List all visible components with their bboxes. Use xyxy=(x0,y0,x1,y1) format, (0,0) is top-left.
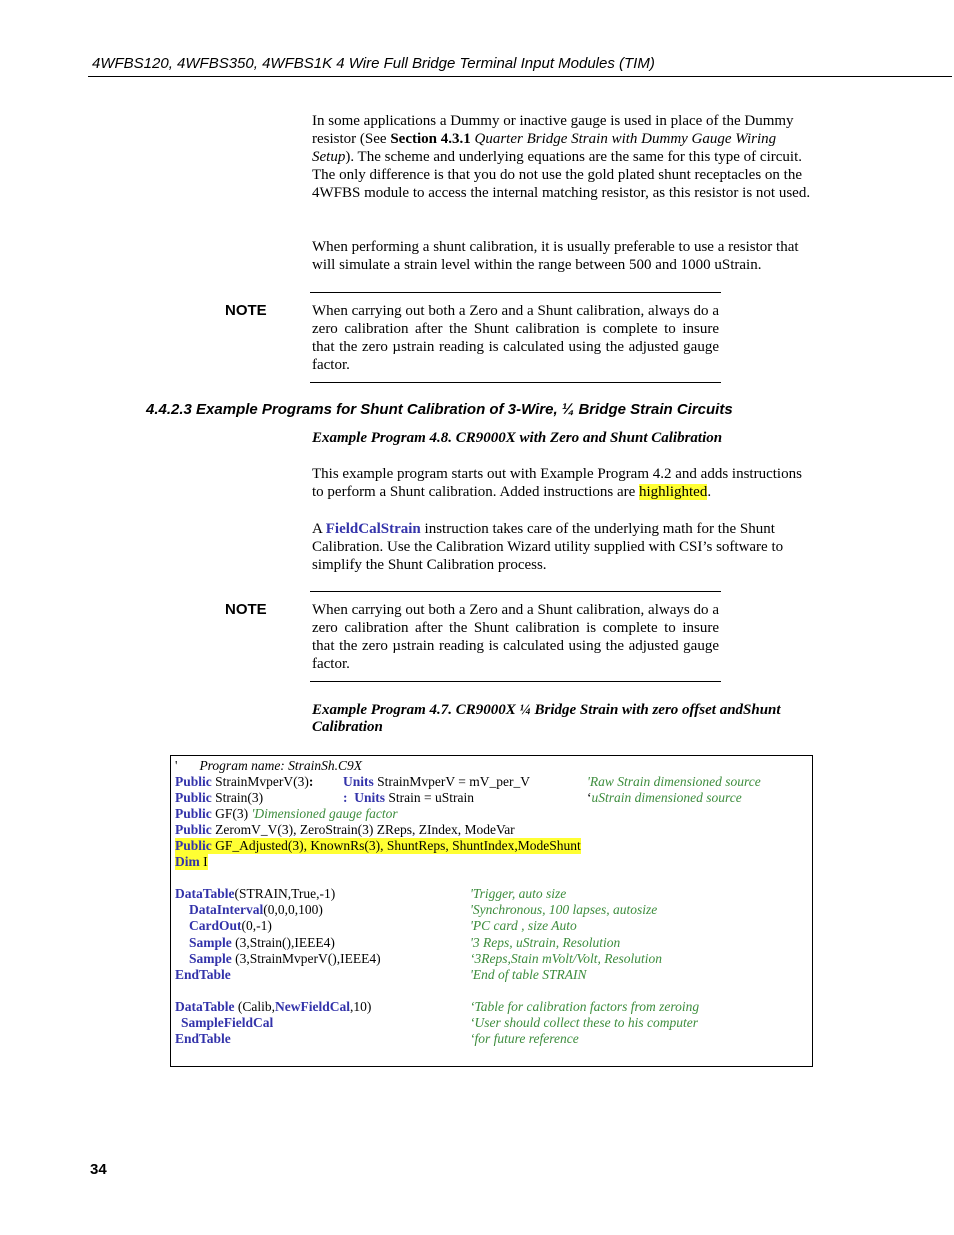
para4-text-a: A xyxy=(312,521,326,537)
code-listing xyxy=(170,755,813,1067)
code-line-8 xyxy=(175,886,335,902)
code-line-3-comment xyxy=(587,790,742,806)
comment-tick: ' xyxy=(175,758,178,773)
code-line-14-comment: ‘Table for calibration factors from zeroing xyxy=(470,999,700,1014)
code-keyword: Public xyxy=(175,790,212,805)
code-line-13: EndTable xyxy=(175,967,231,982)
code-comment: 'Dimensioned gauge factor xyxy=(251,806,398,821)
code-keyword: Sample xyxy=(189,935,232,950)
code-text: I xyxy=(199,854,208,869)
code-keyword: DataTable xyxy=(175,886,235,901)
note-text-2: When carrying out both a Zero and a Shunt calibration, always do a zero calibration after the Shunt calibration is complete to insure that the zero µstrain reading is calculated using the adjusted gauge factor. xyxy=(312,602,719,672)
note-label-2: NOTE xyxy=(225,601,267,618)
code-text: (Calib, xyxy=(234,999,276,1014)
code-text: Strain = uStrain xyxy=(385,790,474,805)
paragraph-shunt-resistor: When performing a shunt calibration, it is usually preferable to use a resistor that will simulate a strain level within the range between 500 and 1000 uStrain. xyxy=(312,239,799,273)
code-line-4 xyxy=(175,806,398,822)
code-line-12-comment: ‘3Reps,Stain mVolt/Volt, Resolution xyxy=(470,951,662,966)
code-text: StrainMvperV = mV_per_V xyxy=(373,774,530,789)
para1-text-a: In some applications a Dummy or inactive gauge is used in place of the Dummy resistor (See xyxy=(312,113,794,147)
code-line-15-comment: ‘User should collect these to his computer xyxy=(470,1015,698,1030)
code-line-15: SampleFieldCal xyxy=(181,1015,274,1030)
code-comment: uStrain dimensioned source xyxy=(591,790,742,805)
code-keyword: Dim xyxy=(175,854,200,869)
code-text: ,10) xyxy=(350,999,372,1014)
code-keyword: Units xyxy=(343,774,374,789)
code-keyword: NewFieldCal xyxy=(275,999,351,1014)
code-line-16: EndTable xyxy=(175,1031,231,1046)
running-header: 4WFBS120, 4WFBS350, 4WFBS1K 4 Wire Full Bridge Terminal Input Modules (TIM) xyxy=(92,55,655,72)
code-line-2 xyxy=(175,774,313,790)
code-line-6-highlighted xyxy=(175,838,581,854)
code-text: GF(3) xyxy=(211,806,252,821)
code-keyword: DataTable xyxy=(175,999,235,1014)
code-keyword: Public xyxy=(175,806,212,821)
fieldcalstrain-keyword: FieldCalStrain xyxy=(325,521,421,537)
para1-section-title: Quarter Bridge Strain with Dummy Gauge Wiring Setup xyxy=(312,131,777,165)
code-line-9-comment: 'Synchronous, 100 lapses, autosize xyxy=(470,902,658,917)
para1-text-b: ). The scheme and underlying equations are the same for this type of circuit. The only difference is that you do not use the gold plated shunt receptacles on the 4WFBS module to access the internal matching resistor, as this resistor is not used. xyxy=(312,149,811,201)
note-label-1: NOTE xyxy=(225,302,267,319)
code-keyword: Units xyxy=(354,790,386,805)
example-program-title-2: Example Program 4.7. CR9000X ¼ Bridge Strain with zero offset andShunt Calibration xyxy=(312,702,781,735)
program-name-comment: Program name: StrainSh.C9X xyxy=(199,758,363,773)
code-keyword: Public xyxy=(175,838,212,853)
para4-text-b: instruction takes care of the underlying math for the Shunt Calibration. Use the Calibration Wizard utility supplied with CSI’s software to simplify the Shunt Calibration process. xyxy=(312,521,784,573)
code-text: ZeromV_V(3), ZeroStrain(3) ZReps, ZIndex, ModeVar xyxy=(211,822,515,837)
code-text: (3,Strain(),IEEE4) xyxy=(231,935,335,950)
note-text-1: When carrying out both a Zero and a Shunt calibration, always do a zero calibration after the Shunt calibration is complete to insure that the zero µstrain reading is calculated using the adjusted gauge factor. xyxy=(312,303,719,373)
code-text: StrainMvperV(3) xyxy=(211,774,309,789)
note-box-2 xyxy=(310,591,721,682)
code-keyword: Public xyxy=(175,774,212,789)
code-keyword: CardOut xyxy=(189,918,242,933)
code-keyword: Public xyxy=(175,822,212,837)
paragraph-example-intro xyxy=(312,465,812,501)
code-line-10-comment: 'PC card , size Auto xyxy=(470,918,577,933)
paragraph-dummy-gauge xyxy=(312,112,812,202)
para1-section-ref: Section 4.3.1 xyxy=(390,131,471,147)
header-rule xyxy=(88,76,952,77)
code-text: GF_Adjusted(3), KnownRs(3), ShuntReps, ShuntIndex,ModeShunt xyxy=(211,838,581,853)
code-text: (3,StrainMvperV(),IEEE4) xyxy=(231,951,381,966)
code-line-12 xyxy=(189,951,381,967)
code-colon: : xyxy=(308,774,314,789)
code-line-9 xyxy=(189,902,323,918)
code-text: Strain(3) xyxy=(211,790,264,805)
code-line-2-units xyxy=(343,774,530,790)
code-line-10 xyxy=(189,918,272,934)
para3-text-b: . xyxy=(707,484,712,500)
code-line-11 xyxy=(189,935,335,951)
code-line-1 xyxy=(175,758,362,774)
page-number: 34 xyxy=(90,1161,107,1178)
code-line-3-units xyxy=(343,790,474,806)
highlighted-word: highlighted xyxy=(639,484,708,500)
code-text: (STRAIN,True,-1) xyxy=(234,886,336,901)
code-keyword: DataInterval xyxy=(189,902,264,917)
paragraph-fieldcalstrain xyxy=(312,520,812,574)
code-line-11-comment: '3 Reps, uStrain, Resolution xyxy=(470,935,621,950)
code-line-16-comment: ‘for future reference xyxy=(470,1031,579,1046)
code-line-5 xyxy=(175,822,515,838)
note-box-1 xyxy=(310,292,721,383)
code-line-13-comment: 'End of table STRAIN xyxy=(470,967,587,982)
comment-tick: ‘ xyxy=(587,790,592,805)
code-line-8-comment: 'Trigger, auto size xyxy=(470,886,567,901)
example-program-title-1: Example Program 4.8. CR9000X with Zero and Shunt Calibration xyxy=(312,430,723,446)
code-colon: : xyxy=(343,790,348,805)
code-keyword: Sample xyxy=(189,951,232,966)
code-line-7-highlighted xyxy=(175,854,208,870)
code-line-2-comment: 'Raw Strain dimensioned source xyxy=(587,774,761,789)
code-line-3 xyxy=(175,790,263,806)
code-line-14 xyxy=(175,999,371,1015)
section-heading: 4.4.2.3 Example Programs for Shunt Calibration of 3-Wire, ¼ Bridge Strain Circuits xyxy=(146,401,733,418)
para3-text-a: This example program starts out with Example Program 4.2 and adds instructions to perform a Shunt calibration. Added instructions are xyxy=(312,466,802,500)
code-text: (0,0,0,100) xyxy=(263,902,323,917)
code-text: (0,-1) xyxy=(241,918,272,933)
